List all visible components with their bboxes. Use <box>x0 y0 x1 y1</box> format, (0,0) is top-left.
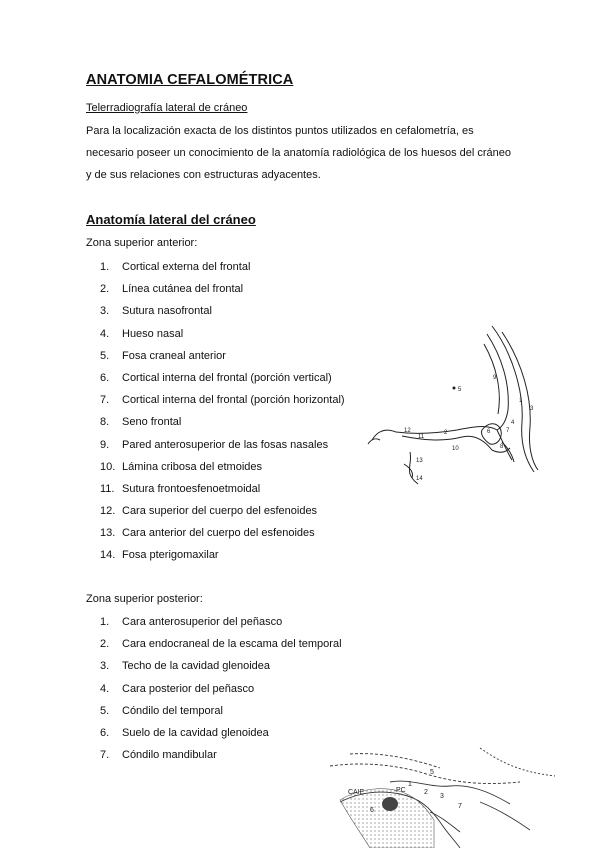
list-item-number: 4. <box>100 682 110 695</box>
figure-label: 6 <box>487 429 491 435</box>
list-item-text: Cortical externa del frontal <box>122 261 251 273</box>
list-item <box>100 633 342 655</box>
zone-anterior-label: Zona superior anterior: <box>86 237 198 249</box>
figure-label: 8 <box>500 444 504 450</box>
list-item <box>100 722 342 744</box>
list-item-text: Cara anterosuperior del peñasco <box>122 616 283 628</box>
section-subtitle: Telerradiografía lateral de cráneo <box>86 102 248 114</box>
figure-label: 6 <box>370 807 374 814</box>
list-item <box>100 744 342 766</box>
list-item-number: 3. <box>100 305 110 318</box>
point-marker <box>453 387 456 390</box>
list-item-number: 1. <box>100 261 110 273</box>
figure-label: 9 <box>493 375 497 381</box>
list-item-number: 9. <box>100 438 110 451</box>
list-item <box>100 389 345 411</box>
list-item-text: Fosa craneal anterior <box>122 349 226 362</box>
list-item-number: 7. <box>100 749 110 762</box>
list-item <box>100 678 342 700</box>
list-item-text: Techo de la cavidad glenoidea <box>122 660 271 673</box>
paragraph-line: necesario poseer un conocimiento de la anatomía radiológica de los huesos del cráneo <box>86 147 511 159</box>
list-item-number: 7. <box>100 394 110 407</box>
list-item-text: Cortical interna del frontal (porción horizontal) <box>122 394 345 407</box>
list-item <box>100 500 345 522</box>
list-item-number: 1. <box>100 616 110 628</box>
list-item-number: 5. <box>100 704 110 717</box>
list-item-number: 2. <box>100 283 110 296</box>
list-item-number: 8. <box>100 416 110 429</box>
figure-label: 12 <box>404 428 411 434</box>
list-item <box>100 300 345 322</box>
paragraph-line: Para la localización exacta de los distintos puntos utilizados en cefalometría, es <box>86 125 474 137</box>
figure-label: 4 <box>511 420 515 426</box>
list-item-text: Cara anterior del cuerpo del esfenoides <box>122 527 315 540</box>
list-item <box>100 611 342 633</box>
list-item-text: Cara endocraneal de la escama del temporal <box>122 638 342 651</box>
list-item-number: 10. <box>100 460 116 473</box>
skull-posterior-diagram <box>330 742 555 848</box>
list-item <box>100 700 342 722</box>
paragraph-line: y de sus relaciones con estructuras adyacentes. <box>86 169 321 181</box>
list-item-number: 5. <box>100 349 110 362</box>
zone-anterior-list <box>100 256 345 567</box>
list-item-text: Hueso nasal <box>122 327 184 340</box>
list-item-text: Suelo de la cavidad glenoidea <box>122 726 269 739</box>
skull-anterior-diagram <box>362 322 542 492</box>
list-item <box>100 323 345 345</box>
document-title: ANATOMIA CEFALOMÉTRICA <box>86 72 294 88</box>
figure-label: 5 <box>458 387 462 393</box>
figure-label: 2 <box>444 430 448 436</box>
figure-label: 10 <box>452 446 459 452</box>
list-item-text: Cóndilo del temporal <box>122 704 223 717</box>
list-item <box>100 256 345 278</box>
list-item-text: Cara superior del cuerpo del esfenoides <box>122 505 318 518</box>
list-item-text: Pared anterosuperior de las fosas nasales <box>122 438 329 451</box>
list-item-text: Línea cutánea del frontal <box>122 283 244 296</box>
list-item-number: 2. <box>100 638 110 651</box>
list-item <box>100 522 345 544</box>
list-item-number: 6. <box>100 371 110 384</box>
figure-label: 13 <box>416 458 423 464</box>
intro-paragraph <box>86 120 526 186</box>
list-item-number: 12. <box>100 505 116 518</box>
condyle-mark <box>382 797 398 811</box>
figure-label: PC <box>396 787 406 794</box>
list-item-number: 6. <box>100 726 110 739</box>
list-item-text: Fosa pterigomaxilar <box>122 549 219 562</box>
zone-posterior-list <box>100 611 342 766</box>
section-heading: Anatomía lateral del cráneo <box>86 212 256 227</box>
figure-label: 2 <box>424 789 428 796</box>
list-item-text: Sutura nasofrontal <box>122 305 212 318</box>
list-item <box>100 544 345 566</box>
list-item-number: 11. <box>100 482 115 495</box>
list-item <box>100 278 345 300</box>
list-item-text: Cortical interna del frontal (porción vertical) <box>122 371 332 384</box>
list-item-text: Cara posterior del peñasco <box>122 682 255 695</box>
list-item <box>100 411 345 433</box>
list-item-number: 3. <box>100 660 110 673</box>
figure-label: 3 <box>530 406 534 412</box>
figure-label: 7 <box>506 428 510 434</box>
figure-label: 1 <box>519 398 523 404</box>
list-item-number: 13. <box>100 527 116 540</box>
list-item <box>100 367 345 389</box>
list-item-text: Sutura frontoesfenoetmoidal <box>122 482 261 495</box>
list-item <box>100 478 345 500</box>
list-item-text: Cóndilo mandibular <box>122 749 217 762</box>
figure-label: 1 <box>408 781 412 788</box>
list-item <box>100 434 345 456</box>
figure-label: 3 <box>440 793 444 800</box>
zone-posterior-label: Zona superior posterior: <box>86 593 203 605</box>
list-item <box>100 456 345 478</box>
figure-label: 11 <box>418 434 425 440</box>
list-item-number: 14. <box>100 549 116 562</box>
list-item <box>100 655 342 677</box>
list-item-number: 4. <box>100 327 110 340</box>
figure-label: 7 <box>458 803 462 810</box>
figure-label: CAIE <box>348 789 365 796</box>
figure-label: 14 <box>416 476 423 482</box>
figure-label: 5 <box>430 769 434 776</box>
list-item <box>100 345 345 367</box>
list-item-text: Seno frontal <box>122 416 182 429</box>
list-item-text: Lámina cribosa del etmoides <box>122 460 263 473</box>
